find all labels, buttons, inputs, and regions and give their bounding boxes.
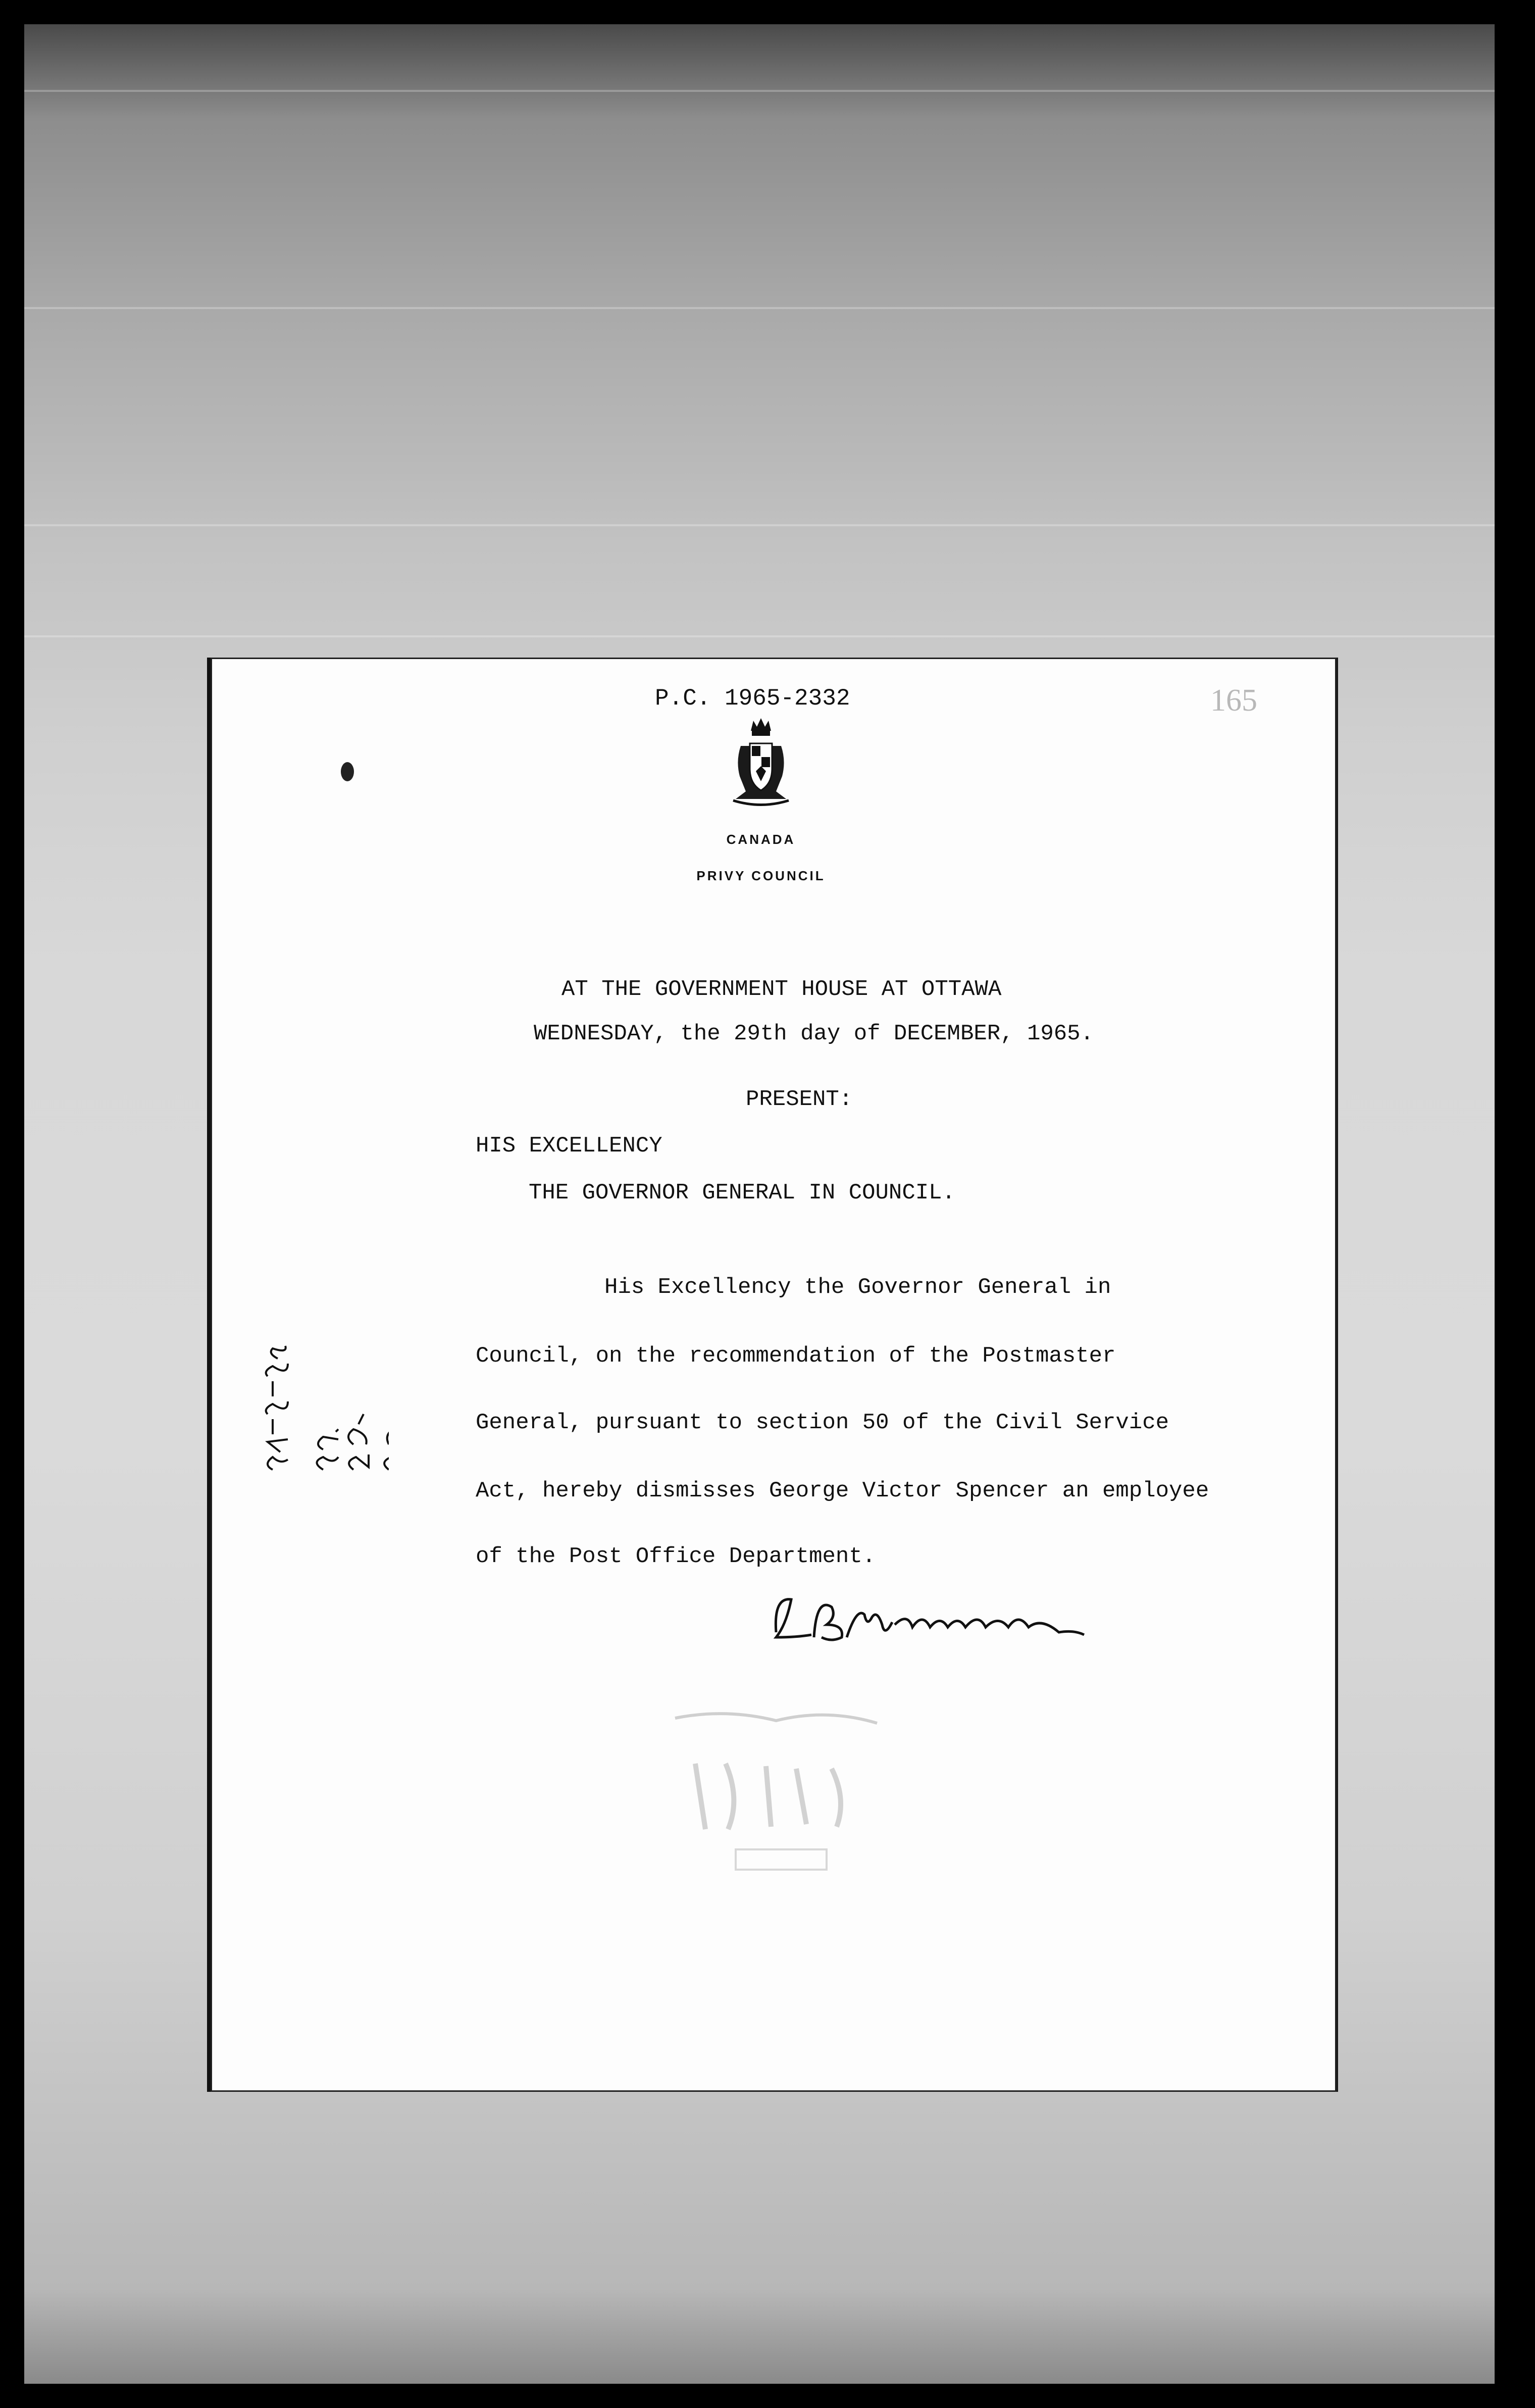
scan-streak: [24, 90, 1495, 92]
body-line: General, pursuant to section 50 of the Civil Service: [476, 1410, 1169, 1435]
body-line: Council, on the recommendation of the Postmaster: [476, 1343, 1116, 1369]
scan-streak: [24, 635, 1495, 637]
body-line: Act, hereby dismisses George Victor Spencer an employee: [476, 1478, 1209, 1503]
governor-in-council: THE GOVERNOR GENERAL IN COUNCIL.: [529, 1180, 955, 1206]
punch-hole: [341, 762, 354, 781]
meeting-date: WEDNESDAY, the 29th day of DECEMBER, 1965.: [534, 1021, 1094, 1046]
faded-stamp-mark: [665, 1698, 928, 1890]
canada-coat-of-arms-icon: [726, 716, 796, 807]
pc-number: P.C. 1965-2332: [655, 685, 850, 712]
scan-streak: [24, 524, 1495, 526]
body-line: His Excellency the Governor General in: [604, 1275, 1111, 1300]
body-line: of the Post Office Department.: [476, 1544, 876, 1569]
pearson-signature: [756, 1577, 1119, 1658]
present-label: PRESENT:: [746, 1087, 853, 1112]
scan-streak: [24, 307, 1495, 309]
letterhead-privy-council: PRIVY COUNCIL: [696, 868, 826, 883]
his-excellency: HIS EXCELLENCY: [476, 1133, 662, 1159]
meeting-location: AT THE GOVERNMENT HOUSE AT OTTAWA: [561, 977, 1002, 1002]
letterhead-country: CANADA: [726, 832, 796, 847]
handwritten-margin-notes: [222, 1278, 389, 1505]
page-number-stamp: 165: [1210, 683, 1257, 718]
